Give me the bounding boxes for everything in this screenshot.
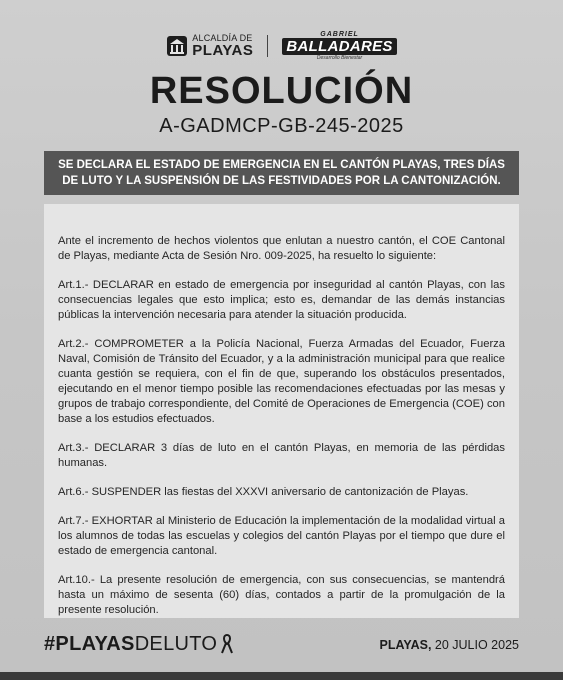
banner-text: SE DECLARA EL ESTADO DE EMERGENCIA EN EL CANTÓN PLAYAS, TRES DÍAS DE LUTO Y LA SUSPENSIÓN DE LAS FESTIVIDADES POR LA CANTONIZACIÓN. — [58, 158, 505, 187]
article-paragraph: Art.2.- COMPROMETER a la Policía Nacional, Fuerza Armadas del Ecuador, Fuerza Naval, Comisión de Tránsito del Ecuador, y a la administración municipal para que realice cuanta gestión se requiera, con el fin de que, superando los obstáculos presentados, ejecutando en el menor tiempo posible las recomendaciones efectuadas por las mesas y grupos de trabajo correspondiente, del Comité de Operaciones de Emergencia (COE) con base a los estudios efectuados. — [58, 338, 505, 425]
balladares-tagline: Desarrollo Bienestar — [316, 55, 363, 61]
municipal-building-icon — [166, 35, 188, 57]
article-paragraph: Art.7.- EXHORTAR al Ministerio de Educación la implementación de la modalidad virtual a los alumnos de todas las escuelas y colegios del cantón Playas por el tiempo que dure el estado de emergencia cantonal. — [58, 515, 505, 557]
logo-divider — [267, 35, 268, 57]
bottom-bar — [0, 672, 563, 680]
article-paragraph: Art.1.- DECLARAR en estado de emergencia por inseguridad al cantón Playas, con las consecuencias legales que esto implica; esto es, demandar de las demás instancias públicas la intervención necesaria para atender la situación producida. — [58, 279, 505, 321]
header-logos — [0, 30, 563, 62]
alcaldia-big-text: PLAYAS — [192, 42, 254, 59]
article-paragraph: Art.10.- La presente resolución de emergencia, con sus consecuencias, se mantendrá hasta un máximo de sesenta (60) días, contados a partir de la promulgación de la presente resolución. — [58, 574, 505, 616]
alcaldia-logo — [166, 34, 253, 58]
page-title: RESOLUCIÓN — [149, 70, 414, 112]
article-paragraph: Art.3.- DECLARAR 3 días de luto en el cantón Playas, en memoria de las pérdidas humanas. — [58, 442, 505, 469]
hashtag-prefix: #PLAYAS — [44, 633, 135, 655]
balladares-logo — [282, 31, 396, 61]
resolution-banner — [44, 151, 519, 195]
resolution-code: A-GADMCP-GB-245-2025 — [159, 115, 404, 137]
date-text: 20 JULIO 2025 — [434, 638, 519, 652]
alcaldia-small-text: ALCALDÍA DE — [192, 33, 253, 43]
place-date — [380, 639, 519, 652]
mourning-ribbon-icon — [221, 634, 233, 654]
article-paragraph: Art.6.- SUSPENDER las fiestas del XXXVI aniversario de cantonización de Playas. — [58, 486, 469, 498]
hashtag-suffix: DELUTO — [134, 633, 218, 655]
balladares-last-name: BALLADARES — [282, 38, 396, 55]
place-text: PLAYAS, — [379, 638, 432, 652]
balladares-first-name: GABRIEL — [320, 31, 359, 38]
hashtag — [44, 634, 233, 654]
intro-paragraph: Ante el incremento de hechos violentos que enlutan a nuestro cantón, el COE Cantonal de Playas, mediante Acta de Sesión Nro. 009-2025, ha resuelto lo siguiente: — [58, 235, 505, 262]
resolution-body — [44, 204, 519, 618]
